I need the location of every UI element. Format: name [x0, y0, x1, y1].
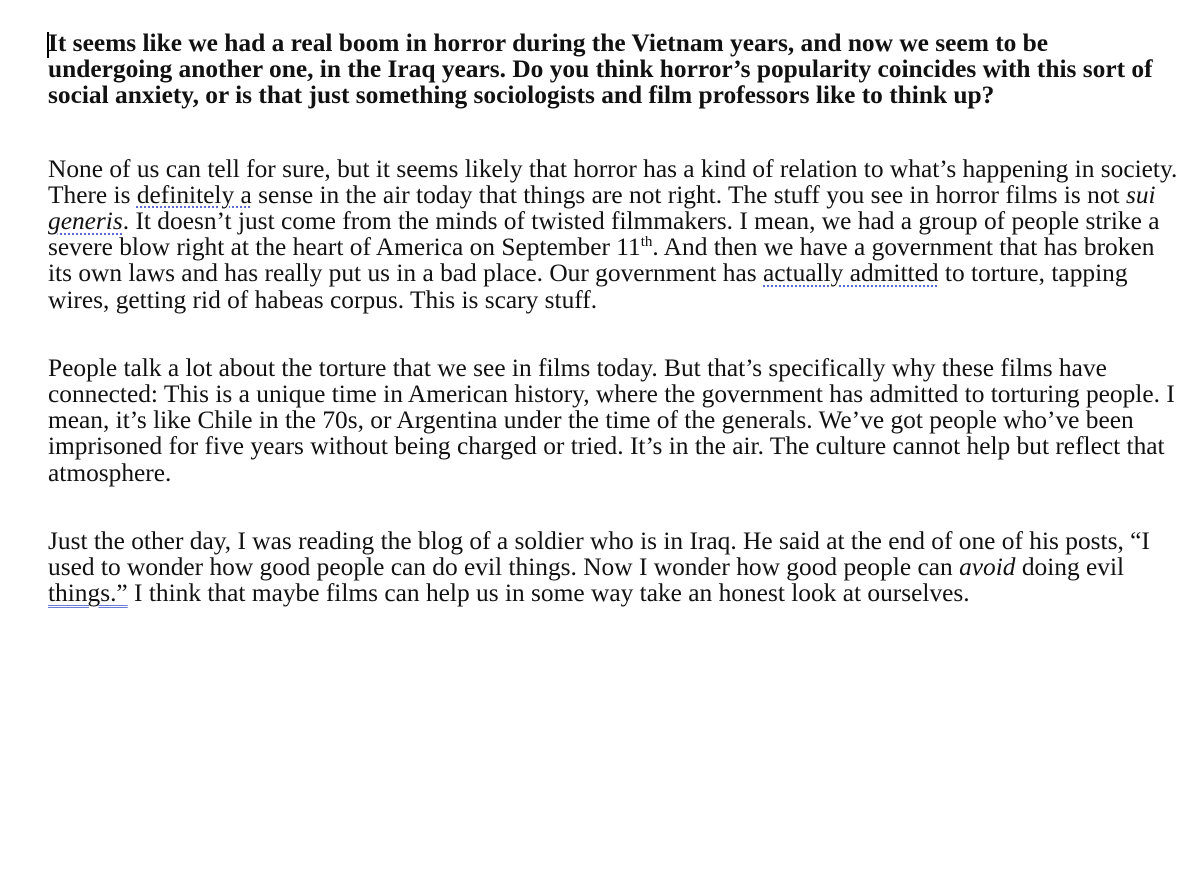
grammar-mark-generis[interactable]: generis [48, 207, 123, 236]
document-page[interactable] [48, 30, 1178, 648]
grammar-mark-things[interactable]: things.” [48, 579, 128, 608]
p1-text-d: . It doesn’t just come from the minds of twisted filmmakers. I mean, we had a group of people strike a severe blow right at the heart of America on September 11 [48, 207, 1160, 262]
grammar-mark-actually-admitted[interactable]: actually admitted [763, 259, 939, 288]
interview-question [48, 30, 1178, 109]
answer-paragraph-2: People talk a lot about the torture that we see in films today. But that’s specifically why these films have connected: This is a unique time in American history, where the government has admitted to torturing people. I mean, it’s like Chile in the 70s, or Argentina under the time of the generals. We’ve got people who’ve been imprisoned for five years without being charged or tried. It’s in the air. The culture cannot help but reflect that atmosphere. [48, 353, 1175, 487]
p1-text-e: . And then we have a government that has broken its own laws and has really put us in a bad place. Our government has [48, 233, 1155, 288]
text-cursor [47, 32, 49, 58]
answer-paragraph-1 [48, 156, 1178, 313]
p1-text-f: to torture, tapping wires, getting rid of habeas corpus. This is scary stuff. [48, 259, 1128, 314]
italic-avoid: avoid [959, 553, 1016, 582]
superscript-th: th [640, 234, 653, 251]
italic-sui: sui [1125, 180, 1156, 209]
p1-text-b: sense in the air today that things are not right. The stuff you see in horror films is not [251, 180, 1126, 209]
question-text: It seems like we had a real boom in horror during the Vietnam years, and now we seem to be undergoing another one, in the Iraq years. Do you think horror’s popularity coincides with this sort of social anxiety, or is that just something sociologists and film professors like to think up? [48, 29, 1153, 110]
p3-text-b: doing evil [1015, 553, 1125, 582]
p1-text-a: None of us can tell for sure, but it seems likely that horror has a kind of relation to what’s happening in society. There is [48, 154, 1178, 209]
answer-paragraph-3 [48, 528, 1178, 607]
grammar-mark-definitely[interactable]: definitely a [136, 180, 252, 209]
p3-text-c: I think that maybe films can help us in some way take an honest look at ourselves. [127, 579, 970, 608]
p3-text-a: Just the other day, I was reading the blog of a soldier who is in Iraq. He said at the end of one of his posts, “I used to wonder how good people can do evil things. Now I wonder how good people can [48, 526, 1150, 582]
